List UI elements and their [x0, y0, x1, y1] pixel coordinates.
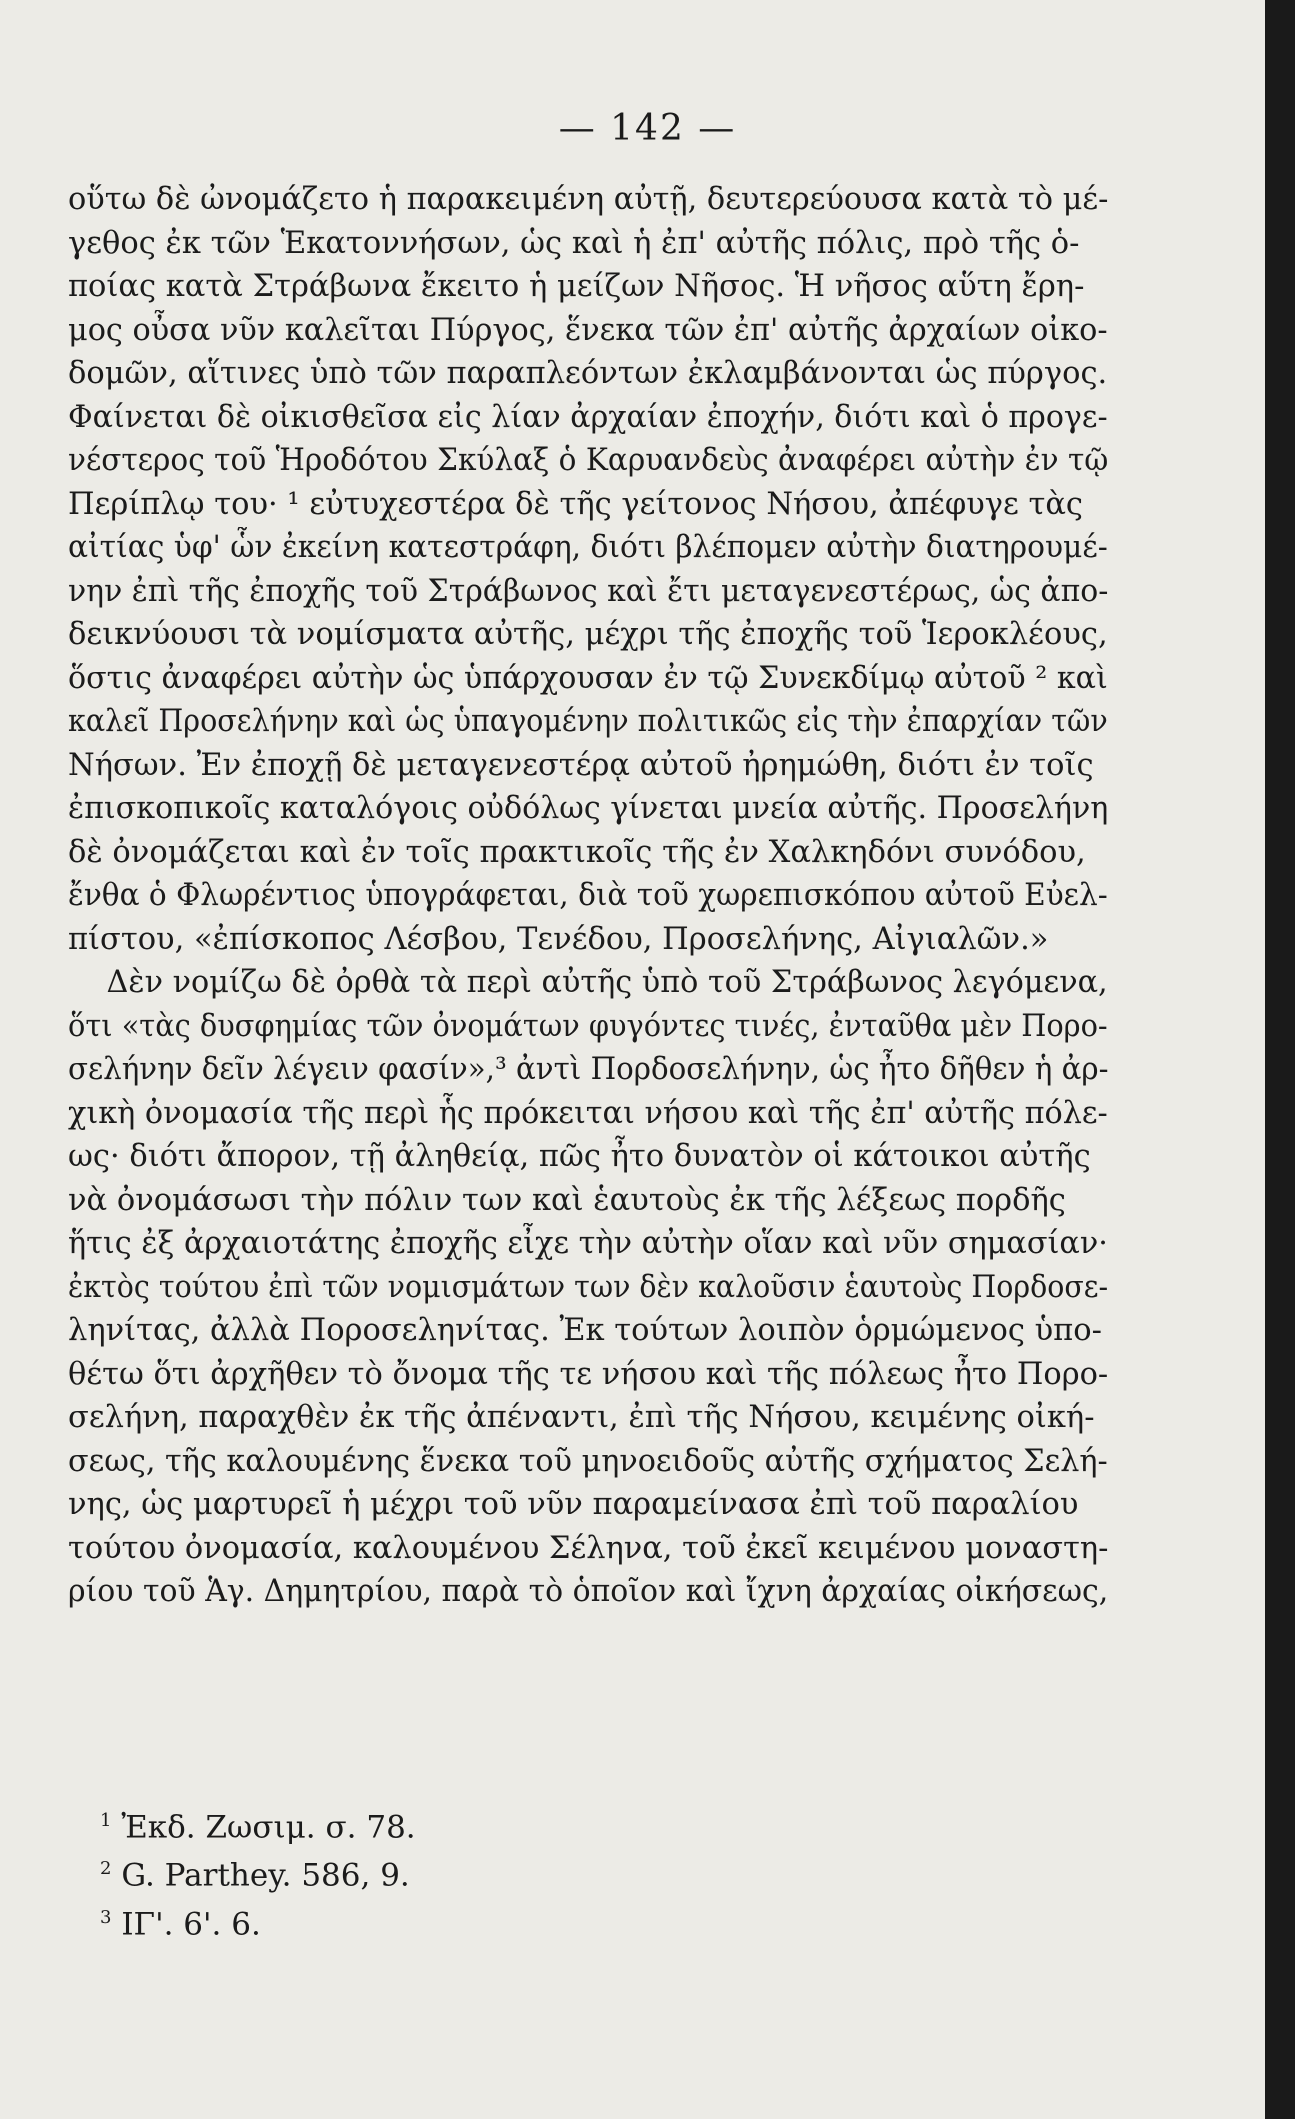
text-line: σελήνην δεῖν λέγειν φασίν»,³ ἀντὶ Πορδοσελήνην, ὡς ἦτο δῆθεν ἡ ἀρ-	[68, 1052, 1109, 1087]
text-line: σελήνη, παραχθὲν ἐκ τῆς ἀπέναντι, ἐπὶ τῆς Νήσου, κειμένης οἰκή-	[68, 1400, 1095, 1435]
text-line: χικὴ ὀνομασία τῆς περὶ ἧς πρόκειται νήσου καὶ τῆς ἐπ' αὐτῆς πόλε-	[68, 1095, 1108, 1131]
footnote-text: Ἐκδ. Ζωσιμ. σ. 78.	[121, 1809, 416, 1846]
text-line: ἐπισκοπικοῖς καταλόγοις οὐδόλως γίνεται μνεία αὐτῆς. Προσελήνη	[68, 791, 1109, 826]
text-line: Νήσων. Ἐν ἐποχῇ δὲ μεταγενεστέρᾳ αὐτοῦ ἠρημώθη, διότι ἐν τοῖς	[68, 747, 1094, 783]
text-line: Δὲν νομίζω δὲ ὀρθὰ τὰ περὶ αὐτῆς ὑπὸ τοῦ Στράβωνος λεγόμενα,	[68, 965, 1108, 1000]
text-line: τούτου ὀνομασία, καλουμένου Σέληνα, τοῦ ἐκεῖ κειμένου μοναστη-	[68, 1530, 1109, 1566]
text-line: δεικνύουσι τὰ νομίσματα αὐτῆς, μέχρι τῆς ἐποχῆς τοῦ Ἱεροκλέους,	[68, 617, 1108, 652]
text-line: αἰτίας ὑφ' ὧν ἐκείνη κατεστράφη, διότι βλέπομεν αὐτὴν διατηρουμέ-	[68, 530, 1108, 565]
footnotes	[100, 1800, 1000, 1945]
text-line: ληνίτας, ἀλλὰ Ποροσεληνίτας. Ἐκ τούτων λοιπὸν ὁρμώμενος ὑπο-	[68, 1313, 1102, 1348]
text-line: ὅτι «τὰς δυσφημίας τῶν ὀνομάτων φυγόντες τινές, ἐνταῦθα μὲν Πορο-	[68, 1008, 1108, 1044]
text-line: θέτω ὅτι ἀρχῆθεν τὸ ὄνομα τῆς τε νήσου καὶ τῆς πόλεως ἦτο Πορο-	[68, 1356, 1109, 1392]
text-line: πίστου, «ἐπίσκοπος Λέσβου, Τενέδου, Προσελήνης, Αἰγιαλῶν.»	[68, 921, 1049, 957]
text-line: ἐκτὸς τούτου ἐπὶ τῶν νομισμάτων των δὲν καλοῦσιν ἑαυτοὺς Πορδοσε-	[68, 1269, 1109, 1305]
text-line: Φαίνεται δὲ οἰκισθεῖσα εἰς λίαν ἀρχαίαν ἐποχήν, διότι καὶ ὁ προγε-	[68, 399, 1108, 435]
text-line: νην ἐπὶ τῆς ἐποχῆς τοῦ Στράβωνος καὶ ἔτι μεταγενεστέρως, ὡς ἀπο-	[68, 573, 1109, 609]
footnote-marker: 2	[100, 1858, 112, 1880]
page-number: — 142 —	[558, 108, 737, 149]
text-line: νης, ὡς μαρτυρεῖ ἡ μέχρι τοῦ νῦν παραμείνασα ἐπὶ τοῦ παραλίου	[68, 1487, 1079, 1522]
footnote	[100, 1848, 1000, 1896]
footnote	[100, 1897, 1000, 1945]
text-line: ποίας κατὰ Στράβωνα ἔκειτο ἡ μείζων Νῆσος. Ἡ νῆσος αὕτη ἔρη-	[68, 269, 1085, 304]
text-line: δομῶν, αἵτινες ὑπὸ τῶν παραπλεόντων ἐκλαμβάνονται ὡς πύργος.	[68, 356, 1108, 391]
text-line: σεως, τῆς καλουμένης ἕνεκα τοῦ μηνοειδοῦς αὐτῆς σχήματος Σελή-	[68, 1443, 1108, 1479]
text-line: ρίου τοῦ Ἁγ. Δημητρίου, παρὰ τὸ ὁποῖον καὶ ἴχνη ἀρχαίας οἰκήσεως,	[68, 1574, 1109, 1609]
text-line: Περίπλῳ του· ¹ εὐτυχεστέρα δὲ τῆς γείτονος Νήσου, ἀπέφυγε τὰς	[68, 486, 1084, 522]
text-line: καλεῖ Προσελήνην καὶ ὡς ὑπαγομένην πολιτικῶς εἰς τὴν ἐπαρχίαν τῶν	[68, 704, 1108, 739]
text-line: νέστερος τοῦ Ἡροδότου Σκύλαξ ὁ Καρυανδεὺς ἀναφέρει αὐτὴν ἐν τῷ	[68, 443, 1109, 478]
text-line: νὰ ὀνομάσωσι τὴν πόλιν των καὶ ἑαυτοὺς ἐκ τῆς λέξεως πορδῆς	[68, 1182, 1066, 1218]
text-line: ὅστις ἀναφέρει αὐτὴν ὡς ὑπάρχουσαν ἐν τῷ Συνεκδίμῳ αὐτοῦ ² καὶ	[68, 660, 1108, 696]
text-line: ἔνθα ὁ Φλωρέντιος ὑπογράφεται, διὰ τοῦ χωρεπισκόπου αὐτοῦ Εὐελ-	[68, 878, 1108, 913]
footnote-marker: 3	[100, 1906, 112, 1928]
page-edge-shadow	[1265, 0, 1295, 2119]
footnote-text: G. Parthey. 586, 9.	[121, 1857, 410, 1894]
text-line: οὕτω δὲ ὠνομάζετο ἡ παρακειμένη αὐτῇ, δευτερεύουσα κατὰ τὸ μέ-	[68, 182, 1109, 217]
text-line: ἥτις ἐξ ἀρχαιοτάτης ἐποχῆς εἶχε τὴν αὐτὴν οἵαν καὶ νῦν σημασίαν·	[68, 1226, 1108, 1261]
footnote-text: ΙΓ'. 6'. 6.	[121, 1905, 261, 1942]
text-line: γεθος ἐκ τῶν Ἑκατοννήσων, ὡς καὶ ἡ ἐπ' αὐτῆς πόλις, πρὸ τῆς ὁ-	[68, 225, 1080, 261]
text-line: ως· διότι ἄπορον, τῇ ἀληθείᾳ, πῶς ἦτο δυνατὸν οἱ κάτοικοι αὐτῆς	[68, 1139, 1091, 1174]
text-line: μος οὖσα νῦν καλεῖται Πύργος, ἕνεκα τῶν ἐπ' αὐτῆς ἀρχαίων οἰκο-	[68, 312, 1108, 348]
body-text	[68, 178, 1108, 1614]
text-line: δὲ ὀνομάζεται καὶ ἐν τοῖς πρακτικοῖς τῆς ἐν Χαλκηδόνι συνόδου,	[68, 834, 1086, 870]
footnote	[100, 1800, 1000, 1848]
footnote-marker: 1	[100, 1810, 112, 1831]
